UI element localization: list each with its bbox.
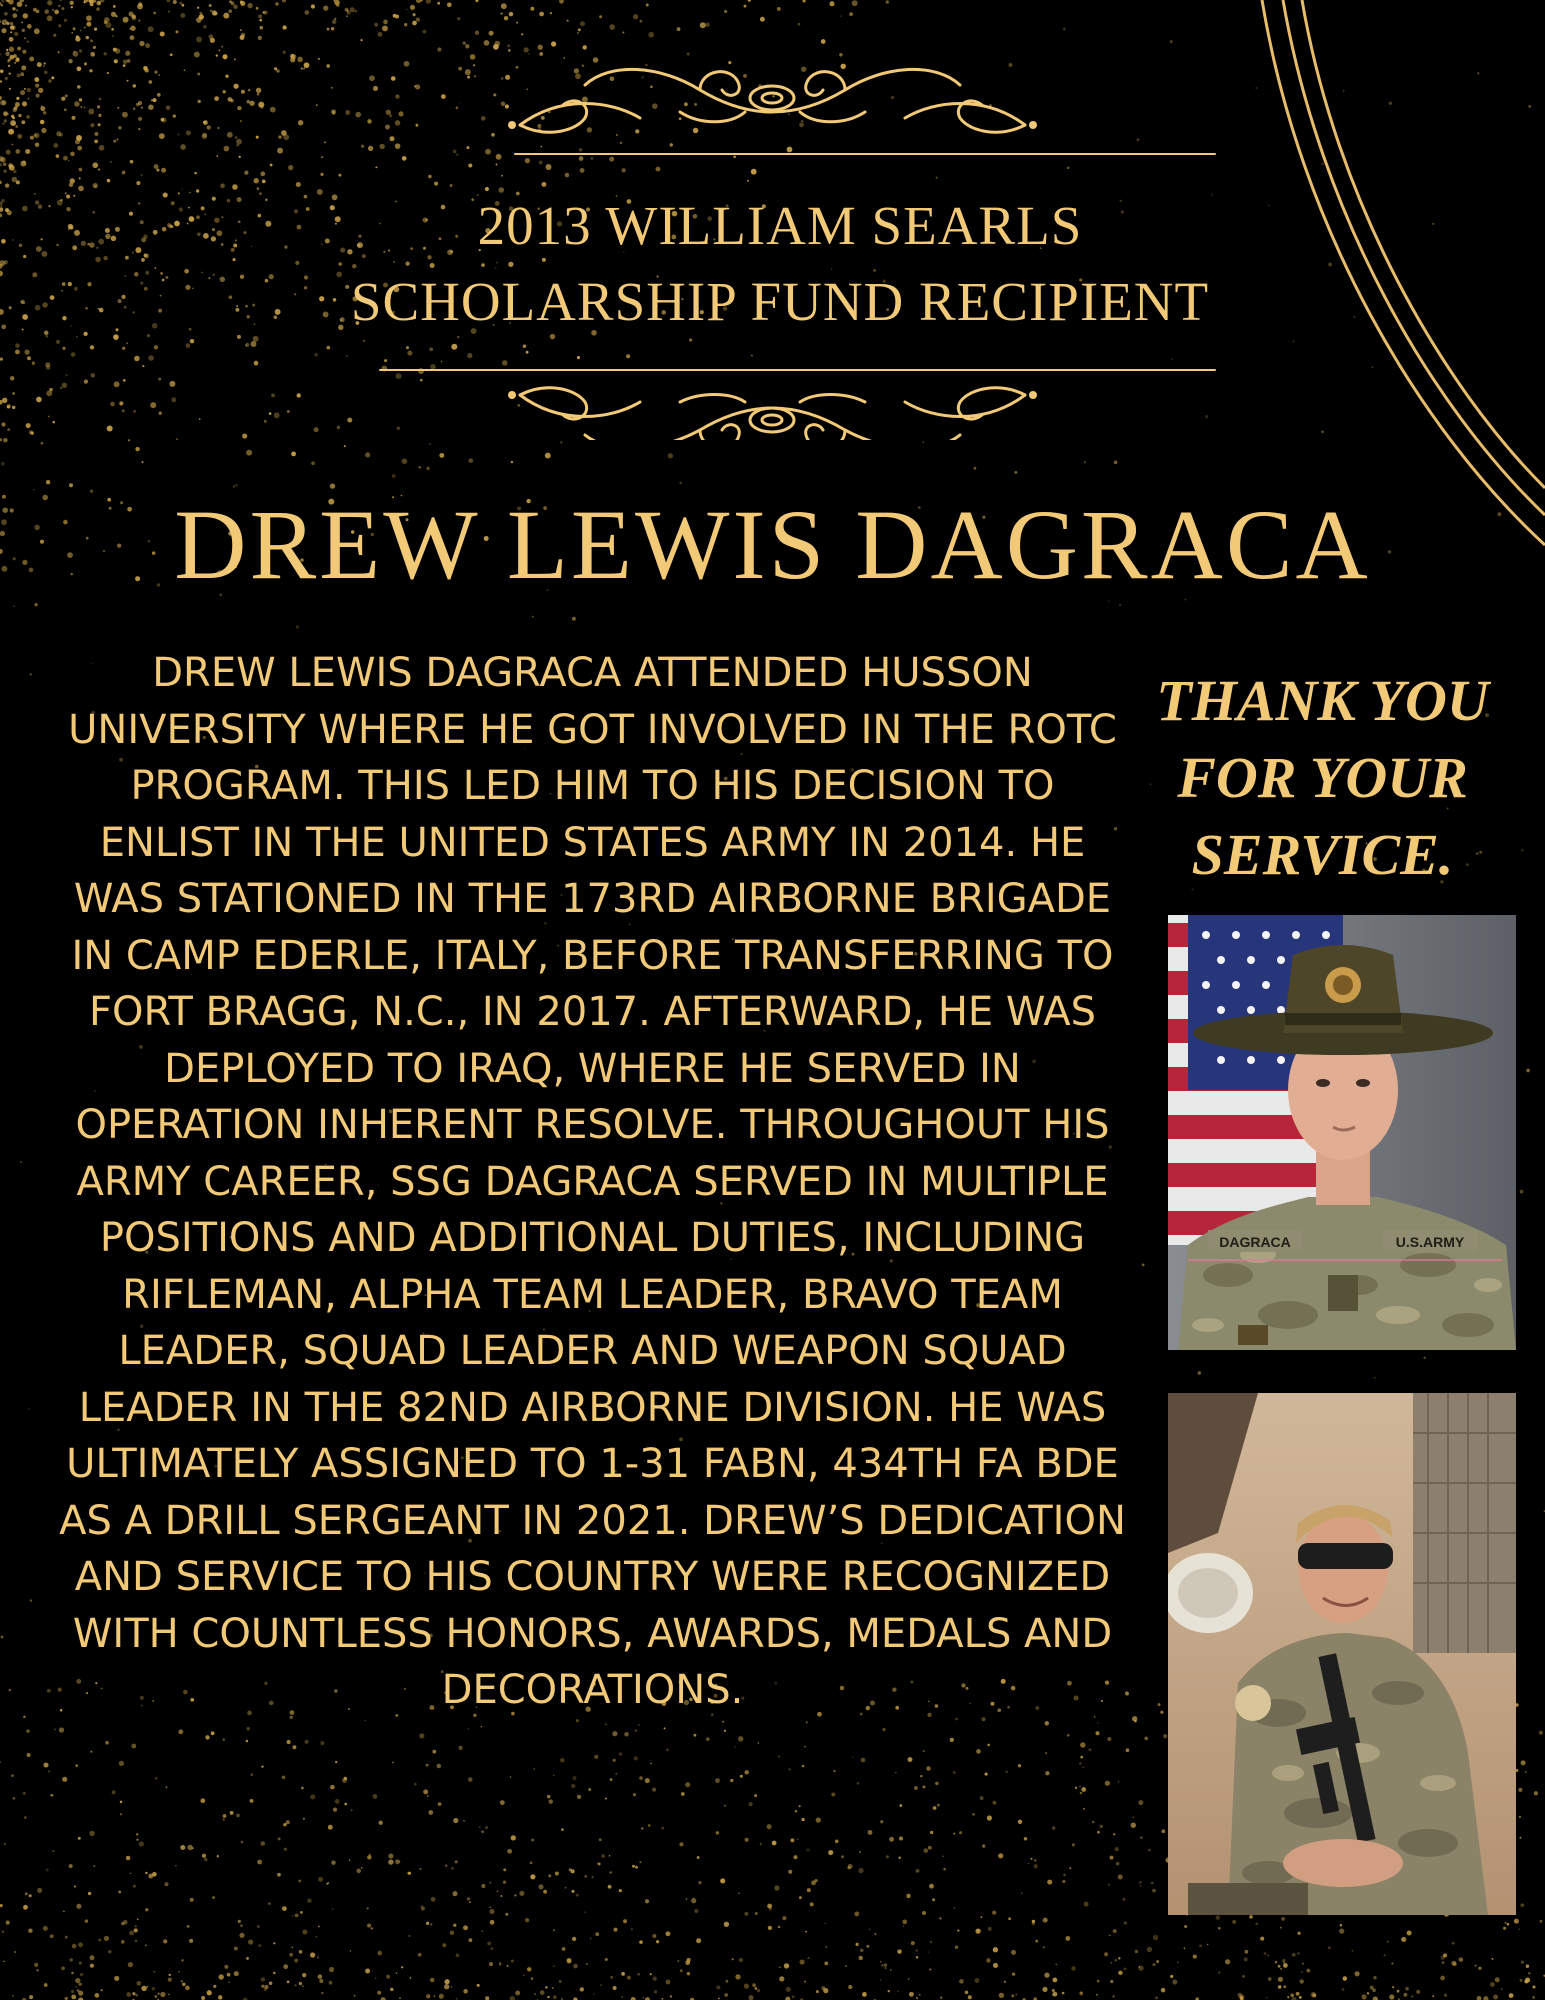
award-year-title: 2013 WILLIAM SEARLS	[477, 195, 1083, 256]
biography-text: DREW LEWIS DAGRACA ATTENDED HUSSON UNIVERSITY WHERE HE GOT INVOLVED IN THE ROTC PROGRAM. THIS LED HIM TO HIS DECISION TO ENLIST IN THE UNITED STATES ARMY IN 2014. HE WAS STATIONED IN THE 173RD AIRBORNE BRIGADE IN CAMP EDERLE, ITALY, BEFORE TRANSFERRING TO FORT BRAGG, N.C., IN 2017. AFTERWARD, HE WAS DEPLOYED TO IRAQ, WHERE HE SERVED IN OPERATION INHERENT RESOLVE. THROUGHOUT HIS ARMY CAREER, SSG DAGRACA SERVED IN MULTIPLE POSITIONS AND ADDITIONAL DUTIES, INCLUDING RIFLEMAN, ALPHA TEAM LEADER, BRAVO TEAM LEADER, SQUAD LEADER AND WEAPON SQUAD LEADER IN THE 82ND AIRBORNE DIVISION. HE WAS ULTIMATELY ASSIGNED TO 1-31 FABN, 434TH FA BDE AS A DRILL SERGEANT IN 2021. DREW’S DEDICATION AND SERVICE TO HIS COUNTRY WERE RECOGNIZED WITH COUNTLESS HONORS, AWARDS, MEDALS AND DECORATIONS.	[59, 650, 1126, 1713]
field-photo	[1168, 1393, 1516, 1915]
name-tape: DAGRACA	[1219, 1234, 1291, 1250]
thank-you-message: THANK YOU FOR YOUR SERVICE.	[1156, 668, 1489, 887]
award-fund-title: SCHOLARSHIP FUND RECIPIENT	[350, 271, 1210, 332]
recipient-name: DREW LEWIS DAGRACA	[174, 489, 1371, 600]
branch-tape: U.S.ARMY	[1395, 1234, 1465, 1250]
portrait-photo	[1168, 915, 1516, 1350]
